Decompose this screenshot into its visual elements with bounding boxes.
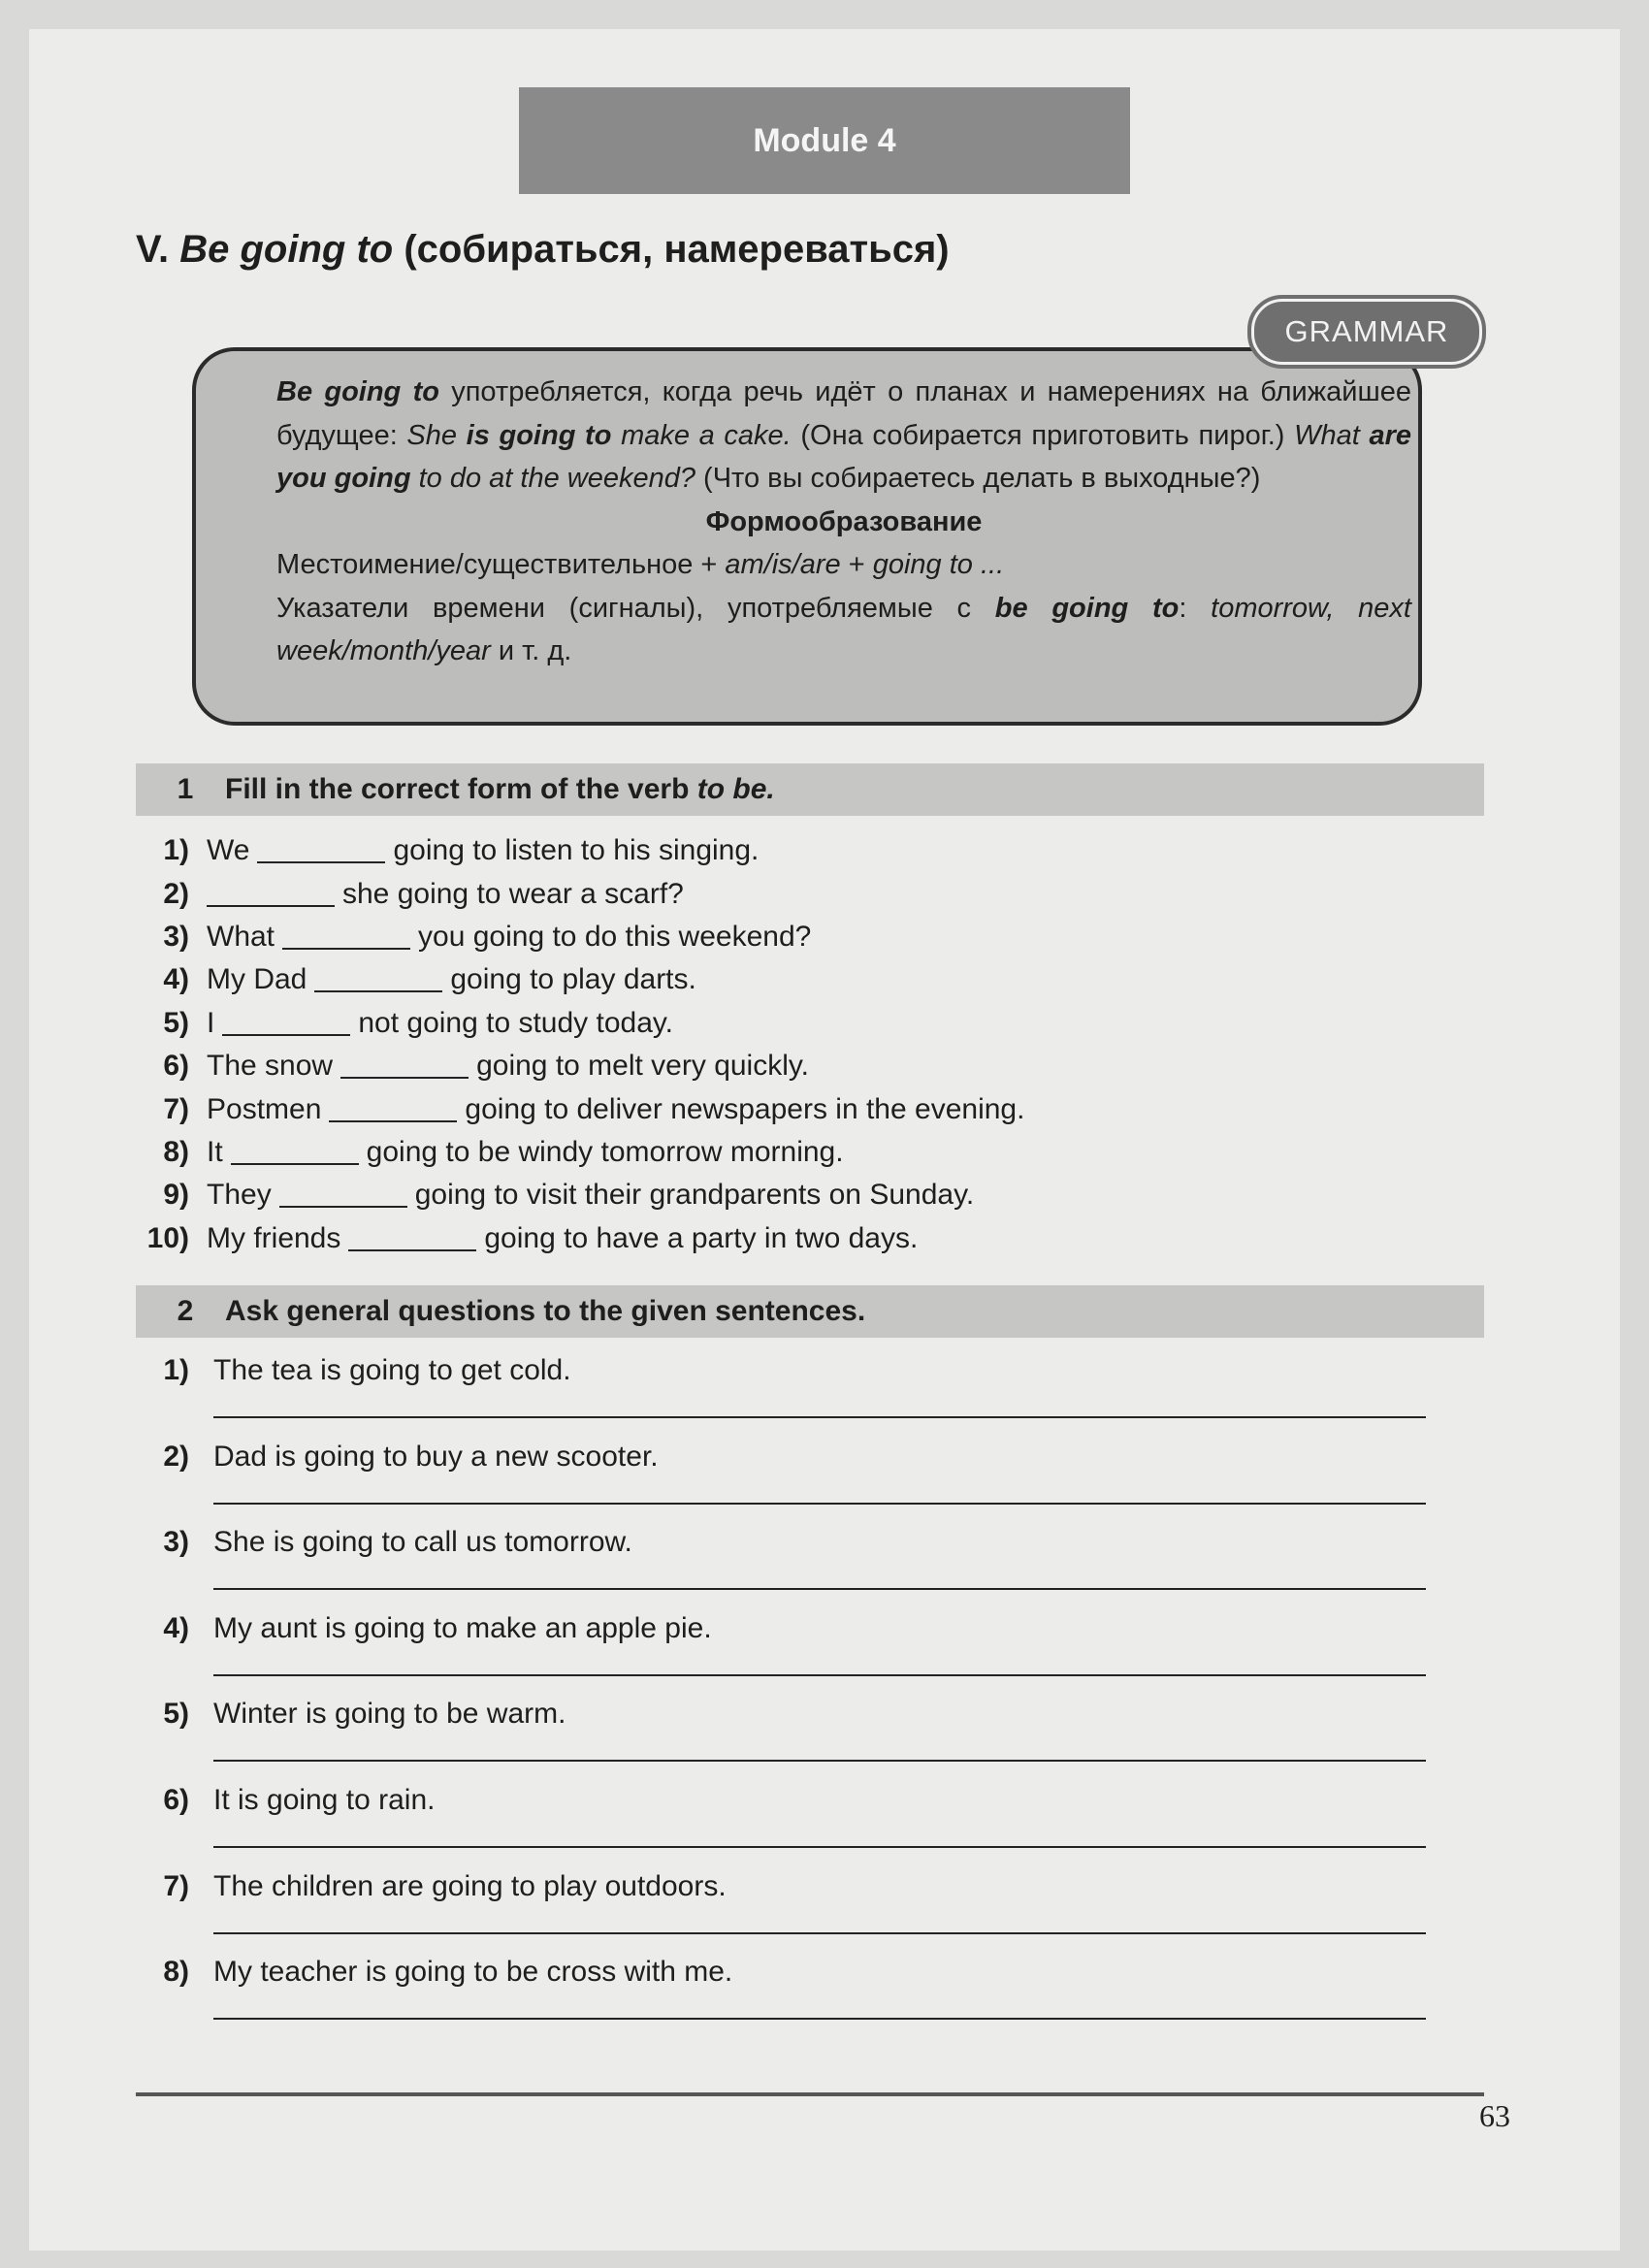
answer-blank[interactable] <box>207 882 335 907</box>
section-title-en: Be going to <box>179 228 394 271</box>
exercise-1-number: 1 <box>177 773 194 805</box>
answer-line[interactable] <box>213 1503 1426 1505</box>
answer-line[interactable] <box>213 1760 1426 1762</box>
answer-line[interactable] <box>213 2018 1426 2020</box>
exercise-2-item: 8) My teacher is going to be cross with me. <box>136 1950 1494 2036</box>
answer-line[interactable] <box>213 1674 1426 1676</box>
exercise-1-item: 4) My Dad going to play darts. <box>163 963 696 996</box>
answer-blank[interactable] <box>222 1011 350 1036</box>
answer-blank[interactable] <box>348 1226 476 1251</box>
exercise-2-item: 7) The children are going to play outdoors. <box>136 1864 1494 1951</box>
exercise-1-item: 10) My friends going to have a party in two days. <box>146 1221 919 1254</box>
grammar-rule-text <box>276 371 1411 673</box>
exercise-2-list <box>136 1348 1494 2036</box>
section-title-ru: (собираться, намереваться) <box>404 228 950 271</box>
grammar-formation-heading: Формообразование <box>705 505 983 537</box>
grammar-badge: GRAMMAR <box>1251 299 1482 365</box>
exercise-1-item: 7) Postmen going to deliver newspapers in the evening. <box>163 1092 1025 1125</box>
section-numeral: V. <box>136 228 170 271</box>
exercise-2-item: 2) Dad is going to buy a new scooter. <box>136 1435 1494 1521</box>
exercise-2-item: 3) She is going to call us tomorrow. <box>136 1520 1494 1606</box>
section-title <box>136 228 950 272</box>
exercise-1-instruction: Fill in the correct form of the verb to be. <box>225 773 775 805</box>
exercise-1-item: 9) They going to visit their grandparents on Sunday. <box>163 1179 975 1212</box>
exercise-2-item: 6) It is going to rain. <box>136 1778 1494 1864</box>
module-banner: Module 4 <box>519 87 1130 194</box>
exercise-2-item: 5) Winter is going to be warm. <box>136 1692 1494 1778</box>
answer-blank[interactable] <box>257 838 385 863</box>
footer-rule <box>136 2092 1484 2096</box>
answer-blank[interactable] <box>314 967 442 992</box>
grammar-time-markers: Указатели времени (сигналы), употребляемые с be going to: tomorrow, next week/month/year и т. д. <box>276 592 1411 666</box>
answer-blank[interactable] <box>282 924 410 950</box>
grammar-usage-paragraph: Be going to употребляется, когда речь идёт о планах и намерениях на ближайшее будущее: She is going to make a cake. (Она собирается приготовить пирог.) What are you going to do at the weekend? (Что вы собираетесь делать в выходные?) <box>276 376 1411 494</box>
exercise-1-item: 1) We going to listen to his singing. <box>163 834 760 867</box>
grammar-formula: Местоимение/существительное + am/is/are + going to ... <box>276 549 1005 580</box>
exercise-2-instruction: Ask general questions to the given sentences. <box>225 1295 866 1327</box>
exercise-2-header <box>136 1285 1484 1338</box>
answer-line[interactable] <box>213 1416 1426 1418</box>
exercise-1-item: 3) What you going to do this weekend? <box>163 920 812 953</box>
exercise-1-item: 5) I not going to study today. <box>163 1006 674 1039</box>
exercise-1-header <box>136 763 1484 816</box>
answer-blank[interactable] <box>340 1053 469 1079</box>
answer-blank[interactable] <box>231 1140 359 1165</box>
exercise-2-number: 2 <box>177 1295 194 1327</box>
exercise-1-item: 6) The snow going to melt very quickly. <box>163 1050 809 1083</box>
exercise-1-item: 8) It going to be windy tomorrow morning. <box>163 1135 844 1168</box>
answer-line[interactable] <box>213 1846 1426 1848</box>
answer-blank[interactable] <box>279 1183 407 1208</box>
exercise-1-item: 2) she going to wear a scarf? <box>163 877 684 910</box>
answer-line[interactable] <box>213 1588 1426 1590</box>
exercise-2-item: 4) My aunt is going to make an apple pie. <box>136 1606 1494 1693</box>
exercise-1-list <box>136 829 1494 1260</box>
exercise-2-item: 1) The tea is going to get cold. <box>136 1348 1494 1435</box>
answer-line[interactable] <box>213 1932 1426 1934</box>
page-number: 63 <box>1479 2098 1510 2133</box>
answer-blank[interactable] <box>329 1097 457 1122</box>
